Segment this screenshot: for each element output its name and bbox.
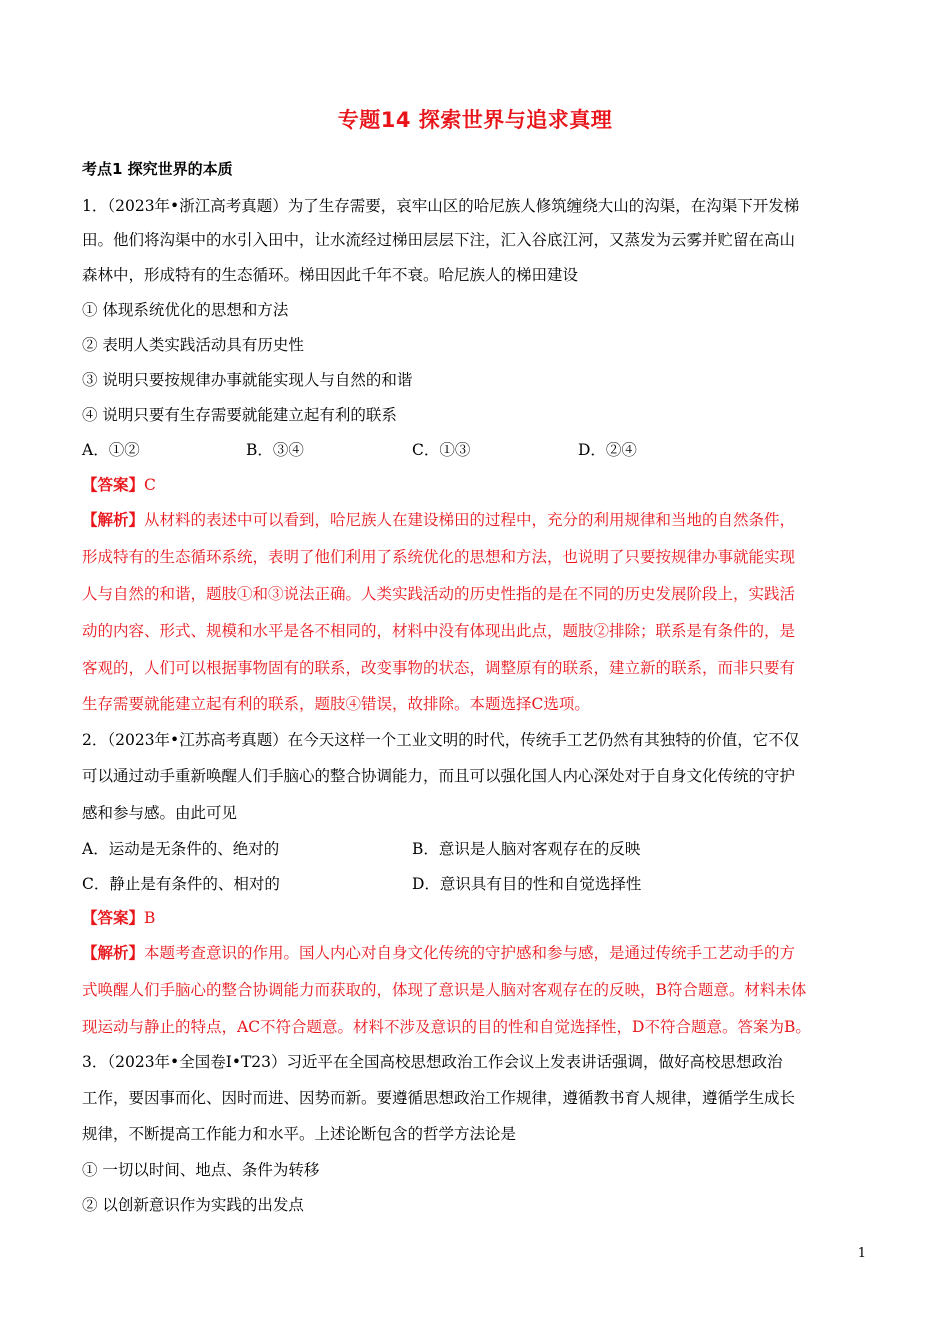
q1-stem-line: 1．（2023年•浙江高考真题）为了生存需要，哀牢山区的哈尼族人修筑缠绕大山的沟渠，在沟渠下开发梯 [82,197,800,215]
q1-item: ④ 说明只要有生存需要就能建立起有利的联系 [82,406,397,424]
q1-option-b: B．③④ [246,441,304,459]
answer-tag: 【答案】 [82,908,145,927]
q2-option-c: C．静止是有条件的、相对的 [82,875,280,893]
q1-analysis-line: 客观的，人们可以根据事物固有的联系，改变事物的状态，调整原有的联系，建立新的联系，而非只要有 [82,659,796,677]
q2-stem-line: 感和参与感。由此可见 [82,804,238,822]
q2-analysis-line: 现运动与静止的特点，AC不符合题意。材料不涉及意识的目的性和自觉选择性，D不符合题意。答案为B。 [82,1018,811,1036]
q2-stem-line: 2．（2023年•江苏高考真题）在今天这样一个工业文明的时代，传统手工艺仍然有其独特的价值，它不仅 [82,731,800,749]
q1-option-d: D．②④ [578,441,637,459]
analysis-tag: 【解析】 [82,943,145,962]
q2-option-a: A．运动是无条件的、绝对的 [82,840,280,858]
q2-option-d: D．意识具有目的性和自觉选择性 [412,875,642,893]
answer-tag: 【答案】 [82,475,145,494]
analysis-text: 从材料的表述中可以看到，哈尼族人在建设梯田的过程中，充分的利用规律和当地的自然条件， [144,511,796,529]
q1-analysis-line [82,510,795,530]
q1-option-c: C．①③ [412,441,471,459]
answer-value: C [144,476,156,494]
q1-option-a: A．①② [82,441,140,459]
q2-analysis-line: 式唤醒人们手脑心的整合协调能力而获取的，体现了意识是人脑对客观存在的反映，B符合题意。材料未体 [82,981,807,999]
document-title: 专题14 探索世界与追求真理 [337,108,613,132]
q1-item: ① 体现系统优化的思想和方法 [82,301,289,319]
q3-item: ② 以创新意识作为实践的出发点 [82,1196,304,1214]
section-heading: 考点1 探究世界的本质 [82,160,233,178]
q3-stem-line: 3．（2023年•全国卷Ⅰ•T23）习近平在全国高校思想政治工作会议上发表讲话强调，做好高校思想政治 [82,1053,783,1071]
q1-analysis-line: 动的内容、形式、规模和水平是各不相同的，材料中没有体现出此点，题肢②排除；联系是有条件的，是 [82,622,796,640]
q2-stem-line: 可以通过动手重新唤醒人们手脑心的整合协调能力，而且可以强化国人内心深处对于自身文化传统的守护 [82,767,796,785]
q1-analysis-line: 形成特有的生态循环系统，表明了他们利用了系统优化的思想和方法，也说明了只要按规律办事就能实现 [82,548,796,566]
q1-item: ② 表明人类实践活动具有历史性 [82,336,304,354]
q1-stem-line: 田。他们将沟渠中的水引入田中，让水流经过梯田层层下注，汇入谷底江河，又蒸发为云雾并贮留在高山 [82,231,796,249]
q1-stem-line: 森林中，形成特有的生态循环。梯田因此千年不衰。哈尼族人的梯田建设 [82,266,579,284]
q2-answer [82,908,155,928]
q3-stem-line: 规律，不断提高工作能力和水平。上述论断包含的哲学方法论是 [82,1125,517,1143]
analysis-text: 本题考查意识的作用。国人内心对自身文化传统的守护感和参与感，是通过传统手工艺动手的方 [144,944,796,962]
q1-item: ③ 说明只要按规律办事就能实现人与自然的和谐 [82,371,413,389]
q2-option-b: B．意识是人脑对客观存在的反映 [412,840,641,858]
answer-value: B [144,909,156,927]
q1-analysis-line: 人与自然的和谐，题肢①和③说法正确。人类实践活动的历史性指的是在不同的历史发展阶段上，实践活 [82,585,796,603]
analysis-tag: 【解析】 [82,510,145,529]
page-number: 1 [857,1246,866,1261]
q3-item: ① 一切以时间、地点、条件为转移 [82,1161,320,1179]
q1-answer [82,475,156,495]
q1-analysis-line: 生存需要就能建立起有利的联系，题肢④错误，故排除。本题选择C选项。 [82,695,590,713]
q2-analysis-line [82,943,795,963]
q3-stem-line: 工作，要因事而化、因时而进、因势而新。要遵循思想政治工作规律，遵循教书育人规律，遵循学生成长 [82,1089,796,1107]
